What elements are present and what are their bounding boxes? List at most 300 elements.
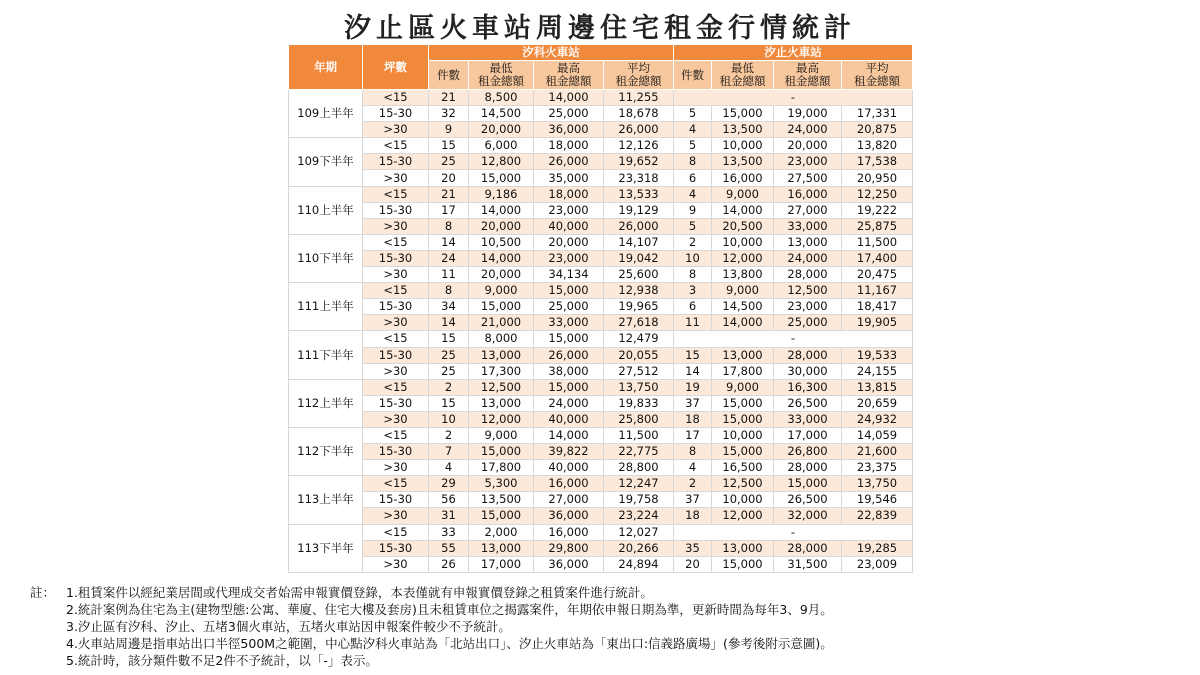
station-b-min-cell: 12,000: [712, 250, 774, 266]
station-b-count-cell: 37: [674, 395, 712, 411]
footnote-line: 2.統計案例為住宅為主(建物型態:公寓、華廈、住宅大樓及套房)且未租賃車位之揭露案件，年期依申報日期為準，更新時間為每年3、9月。: [66, 602, 833, 617]
station-a-max-cell: 18,000: [534, 186, 604, 202]
period-cell: 109上半年: [289, 90, 363, 138]
station-a-count-cell: 25: [429, 347, 469, 363]
station-a-avg-cell: 23,224: [604, 508, 674, 524]
station-a-max-cell: 33,000: [534, 315, 604, 331]
station-a-count-cell: 25: [429, 363, 469, 379]
station-a-min-cell: 9,000: [469, 283, 534, 299]
station-b-min-cell: 17,800: [712, 363, 774, 379]
table-row: [289, 492, 913, 508]
station-a-min-cell: 21,000: [469, 315, 534, 331]
station-a-avg-cell: 27,512: [604, 363, 674, 379]
station-b-max-cell: 17,000: [774, 427, 842, 443]
header-period: 年期: [289, 45, 363, 90]
station-b-min-cell: 15,000: [712, 444, 774, 460]
station-b-count-cell: 18: [674, 508, 712, 524]
station-a-min-cell: 14,500: [469, 106, 534, 122]
station-b-avg-cell: 14,059: [842, 427, 913, 443]
station-b-min-cell: 15,000: [712, 106, 774, 122]
station-b-max-cell: 23,000: [774, 154, 842, 170]
size-cell: <15: [363, 234, 429, 250]
station-a-max-cell: 29,800: [534, 540, 604, 556]
station-b-count-cell: 4: [674, 460, 712, 476]
station-b-count-cell: 8: [674, 154, 712, 170]
station-b-min-cell: 9,000: [712, 186, 774, 202]
table-row: [289, 508, 913, 524]
station-a-count-cell: 8: [429, 283, 469, 299]
size-cell: 15-30: [363, 154, 429, 170]
station-a-count-cell: 11: [429, 267, 469, 283]
station-b-min-cell: 10,000: [712, 492, 774, 508]
size-cell: 15-30: [363, 202, 429, 218]
table-row: [289, 90, 913, 106]
station-a-min-cell: 17,800: [469, 460, 534, 476]
station-b-max-cell: 25,000: [774, 315, 842, 331]
station-a-avg-cell: 14,107: [604, 234, 674, 250]
station-b-count-cell: 37: [674, 492, 712, 508]
station-a-count-cell: 25: [429, 154, 469, 170]
table-row: [289, 444, 913, 460]
station-b-avg-cell: 13,750: [842, 476, 913, 492]
station-b-max-cell: 27,000: [774, 202, 842, 218]
station-a-max-cell: 14,000: [534, 90, 604, 106]
station-b-count-cell: 4: [674, 122, 712, 138]
station-a-avg-cell: 26,000: [604, 218, 674, 234]
table-header: [289, 45, 913, 90]
size-cell: <15: [363, 427, 429, 443]
table-row: [289, 170, 913, 186]
station-a-min-cell: 8,000: [469, 331, 534, 347]
station-a-count-cell: 2: [429, 427, 469, 443]
station-b-avg-cell: 24,932: [842, 411, 913, 427]
size-cell: >30: [363, 170, 429, 186]
station-a-avg-cell: 13,750: [604, 379, 674, 395]
station-a-avg-cell: 12,027: [604, 524, 674, 540]
size-cell: 15-30: [363, 395, 429, 411]
station-a-min-cell: 14,000: [469, 202, 534, 218]
station-b-avg-cell: 12,250: [842, 186, 913, 202]
station-a-count-cell: 15: [429, 331, 469, 347]
period-cell: 112下半年: [289, 427, 363, 475]
station-a-min-cell: 17,000: [469, 556, 534, 572]
station-b-min-cell: 13,000: [712, 347, 774, 363]
size-cell: <15: [363, 186, 429, 202]
station-a-count-cell: 8: [429, 218, 469, 234]
table-row: [289, 186, 913, 202]
station-b-min-cell: 16,000: [712, 170, 774, 186]
station-a-max-cell: 24,000: [534, 395, 604, 411]
period-cell: 113上半年: [289, 476, 363, 524]
station-b-avg-cell: 18,417: [842, 299, 913, 315]
station-a-min-cell: 20,000: [469, 122, 534, 138]
table-row: [289, 363, 913, 379]
station-b-max-cell: 19,000: [774, 106, 842, 122]
station-b-count-cell: 11: [674, 315, 712, 331]
station-b-min-cell: 16,500: [712, 460, 774, 476]
station-b-avg-cell: 21,600: [842, 444, 913, 460]
station-b-max-cell: 30,000: [774, 363, 842, 379]
station-a-min-cell: 6,000: [469, 138, 534, 154]
size-cell: <15: [363, 379, 429, 395]
header-station-b: 汐止火車站: [674, 45, 913, 61]
station-a-avg-cell: 19,129: [604, 202, 674, 218]
station-b-avg-cell: 20,875: [842, 122, 913, 138]
station-a-min-cell: 15,000: [469, 508, 534, 524]
station-a-max-cell: 26,000: [534, 154, 604, 170]
station-b-min-cell: 10,000: [712, 427, 774, 443]
station-a-max-cell: 20,000: [534, 234, 604, 250]
page-title: 汐止區火車站周邊住宅租金行情統計: [344, 13, 856, 44]
station-b-max-cell: 24,000: [774, 250, 842, 266]
station-a-min-cell: 13,000: [469, 347, 534, 363]
header-b-count: 件數: [674, 61, 712, 90]
station-a-max-cell: 14,000: [534, 427, 604, 443]
station-a-count-cell: 26: [429, 556, 469, 572]
station-b-max-cell: 33,000: [774, 218, 842, 234]
station-a-count-cell: 14: [429, 315, 469, 331]
station-b-max-cell: 12,500: [774, 283, 842, 299]
station-b-max-cell: 26,800: [774, 444, 842, 460]
station-a-count-cell: 10: [429, 411, 469, 427]
station-b-count-cell: 3: [674, 283, 712, 299]
station-a-avg-cell: 19,758: [604, 492, 674, 508]
station-a-avg-cell: 11,500: [604, 427, 674, 443]
station-a-count-cell: 17: [429, 202, 469, 218]
station-a-min-cell: 14,000: [469, 250, 534, 266]
rent-table: [288, 44, 913, 573]
station-a-count-cell: 15: [429, 395, 469, 411]
station-b-avg-cell: 20,659: [842, 395, 913, 411]
table-row: [289, 138, 913, 154]
table-row: [289, 218, 913, 234]
station-a-min-cell: 13,500: [469, 492, 534, 508]
station-a-count-cell: 56: [429, 492, 469, 508]
station-b-max-cell: 26,500: [774, 492, 842, 508]
station-a-max-cell: 26,000: [534, 347, 604, 363]
station-b-avg-cell: 19,285: [842, 540, 913, 556]
station-b-avg-cell: 19,533: [842, 347, 913, 363]
header-b-avg: 平均 租金總額: [842, 61, 913, 90]
station-b-min-cell: 10,000: [712, 234, 774, 250]
station-a-avg-cell: 20,266: [604, 540, 674, 556]
station-b-avg-cell: 24,155: [842, 363, 913, 379]
table-row: [289, 556, 913, 572]
station-a-max-cell: 16,000: [534, 476, 604, 492]
station-a-min-cell: 10,500: [469, 234, 534, 250]
table-row: [289, 283, 913, 299]
size-cell: <15: [363, 138, 429, 154]
station-b-avg-cell: 11,500: [842, 234, 913, 250]
station-b-count-cell: 15: [674, 347, 712, 363]
footnote-line: 註： 1.租賃案件以經紀業居間或代理成交者始需申報實價登錄，本表僅就有申報實價登錄之租賃案件進行統計。: [30, 585, 653, 600]
station-a-min-cell: 13,000: [469, 540, 534, 556]
station-b-count-cell: 9: [674, 202, 712, 218]
header-size: 坪數: [363, 45, 429, 90]
station-a-max-cell: 39,822: [534, 444, 604, 460]
station-b-max-cell: 28,000: [774, 267, 842, 283]
station-b-avg-cell: 23,009: [842, 556, 913, 572]
period-cell: 111上半年: [289, 283, 363, 331]
station-b-max-cell: 13,000: [774, 234, 842, 250]
station-a-avg-cell: 19,042: [604, 250, 674, 266]
size-cell: 15-30: [363, 540, 429, 556]
table-row: [289, 315, 913, 331]
station-a-max-cell: 16,000: [534, 524, 604, 540]
station-b-max-cell: 24,000: [774, 122, 842, 138]
footnote-line: 3.汐止區有汐科、汐止、五堵3個火車站，五堵火車站因申報案件較少不予統計。: [66, 619, 511, 634]
station-a-count-cell: 33: [429, 524, 469, 540]
station-b-max-cell: 20,000: [774, 138, 842, 154]
station-b-count-cell: 5: [674, 138, 712, 154]
size-cell: <15: [363, 283, 429, 299]
table-row: [289, 299, 913, 315]
station-b-count-cell: 35: [674, 540, 712, 556]
footnote-line: 4.火車站周邊是指車站出口半徑500M之範圍，中心點汐科火車站為「北站出口」、汐止火車站為「東出口:信義路廣場」(參考後附示意圖)。: [66, 636, 833, 651]
table-body: [289, 90, 913, 573]
station-a-count-cell: 20: [429, 170, 469, 186]
station-b-count-cell: 8: [674, 444, 712, 460]
table-row: [289, 122, 913, 138]
station-a-count-cell: 21: [429, 186, 469, 202]
size-cell: >30: [363, 411, 429, 427]
station-a-min-cell: 8,500: [469, 90, 534, 106]
station-b-max-cell: 31,500: [774, 556, 842, 572]
station-b-min-cell: 13,000: [712, 540, 774, 556]
table-row: [289, 234, 913, 250]
station-a-avg-cell: 12,479: [604, 331, 674, 347]
station-a-max-cell: 23,000: [534, 202, 604, 218]
station-b-min-cell: 20,500: [712, 218, 774, 234]
period-cell: 109下半年: [289, 138, 363, 186]
station-a-count-cell: 55: [429, 540, 469, 556]
table-row: [289, 427, 913, 443]
station-a-count-cell: 14: [429, 234, 469, 250]
station-b-count-cell: 17: [674, 427, 712, 443]
station-a-max-cell: 25,000: [534, 106, 604, 122]
size-cell: >30: [363, 556, 429, 572]
table-row: [289, 540, 913, 556]
station-a-avg-cell: 28,800: [604, 460, 674, 476]
station-b-avg-cell: 23,375: [842, 460, 913, 476]
station-b-min-cell: 13,500: [712, 122, 774, 138]
size-cell: >30: [363, 508, 429, 524]
station-a-avg-cell: 19,652: [604, 154, 674, 170]
table-row: [289, 379, 913, 395]
station-a-min-cell: 15,000: [469, 444, 534, 460]
station-b-min-cell: 14,500: [712, 299, 774, 315]
station-b-count-cell: 19: [674, 379, 712, 395]
station-a-avg-cell: 11,255: [604, 90, 674, 106]
station-a-min-cell: 15,000: [469, 299, 534, 315]
station-a-count-cell: 15: [429, 138, 469, 154]
station-a-max-cell: 36,000: [534, 508, 604, 524]
station-a-max-cell: 36,000: [534, 122, 604, 138]
footnotes: [30, 584, 1180, 669]
station-a-count-cell: 21: [429, 90, 469, 106]
station-a-count-cell: 9: [429, 122, 469, 138]
table-row: [289, 347, 913, 363]
station-a-min-cell: 9,186: [469, 186, 534, 202]
station-b-count-cell: 4: [674, 186, 712, 202]
station-a-avg-cell: 18,678: [604, 106, 674, 122]
station-b-count-cell: 2: [674, 234, 712, 250]
station-a-min-cell: 12,000: [469, 411, 534, 427]
station-a-max-cell: 15,000: [534, 379, 604, 395]
station-a-avg-cell: 23,318: [604, 170, 674, 186]
size-cell: >30: [363, 267, 429, 283]
station-b-count-cell: 6: [674, 170, 712, 186]
table-row: [289, 331, 913, 347]
station-b-avg-cell: 20,475: [842, 267, 913, 283]
station-a-max-cell: 40,000: [534, 218, 604, 234]
station-b-max-cell: 32,000: [774, 508, 842, 524]
table-row: [289, 154, 913, 170]
table-row: [289, 106, 913, 122]
station-b-min-cell: 15,000: [712, 556, 774, 572]
table-row: [289, 460, 913, 476]
station-a-max-cell: 38,000: [534, 363, 604, 379]
station-a-min-cell: 2,000: [469, 524, 534, 540]
station-a-max-cell: 34,134: [534, 267, 604, 283]
period-cell: 110上半年: [289, 186, 363, 234]
station-b-avg-cell: 13,820: [842, 138, 913, 154]
table-row: [289, 395, 913, 411]
station-b-avg-cell: 20,950: [842, 170, 913, 186]
station-b-min-cell: 9,000: [712, 379, 774, 395]
station-b-avg-cell: 19,546: [842, 492, 913, 508]
station-b-count-cell: 18: [674, 411, 712, 427]
station-b-max-cell: 15,000: [774, 476, 842, 492]
size-cell: 15-30: [363, 444, 429, 460]
station-a-min-cell: 20,000: [469, 218, 534, 234]
size-cell: >30: [363, 315, 429, 331]
station-a-count-cell: 24: [429, 250, 469, 266]
size-cell: <15: [363, 90, 429, 106]
station-b-count-cell: 5: [674, 218, 712, 234]
table-row: [289, 524, 913, 540]
station-a-avg-cell: 12,247: [604, 476, 674, 492]
station-a-count-cell: 29: [429, 476, 469, 492]
station-a-min-cell: 13,000: [469, 395, 534, 411]
size-cell: >30: [363, 218, 429, 234]
station-b-max-cell: 28,000: [774, 540, 842, 556]
station-b-avg-cell: 22,839: [842, 508, 913, 524]
header-station-a: 汐科火車站: [429, 45, 674, 61]
station-a-min-cell: 17,300: [469, 363, 534, 379]
station-b-max-cell: 27,500: [774, 170, 842, 186]
station-b-count-cell: 10: [674, 250, 712, 266]
station-b-min-cell: 15,000: [712, 395, 774, 411]
station-a-avg-cell: 12,938: [604, 283, 674, 299]
station-b-no-data: -: [674, 90, 913, 106]
station-b-avg-cell: 19,905: [842, 315, 913, 331]
station-b-avg-cell: 25,875: [842, 218, 913, 234]
station-a-count-cell: 7: [429, 444, 469, 460]
station-a-max-cell: 18,000: [534, 138, 604, 154]
station-a-min-cell: 15,000: [469, 170, 534, 186]
station-b-max-cell: 23,000: [774, 299, 842, 315]
table-row: [289, 411, 913, 427]
footnote-prefix: 註：: [30, 585, 56, 600]
station-b-count-cell: 5: [674, 106, 712, 122]
station-a-avg-cell: 19,833: [604, 395, 674, 411]
station-a-avg-cell: 12,126: [604, 138, 674, 154]
station-b-min-cell: 15,000: [712, 411, 774, 427]
header-a-avg: 平均 租金總額: [604, 61, 674, 90]
station-b-avg-cell: 17,400: [842, 250, 913, 266]
station-a-count-cell: 32: [429, 106, 469, 122]
station-a-min-cell: 12,500: [469, 379, 534, 395]
station-b-min-cell: 10,000: [712, 138, 774, 154]
period-cell: 113下半年: [289, 524, 363, 572]
station-b-min-cell: 12,000: [712, 508, 774, 524]
station-b-max-cell: 16,000: [774, 186, 842, 202]
station-a-max-cell: 36,000: [534, 556, 604, 572]
station-a-count-cell: 34: [429, 299, 469, 315]
station-b-count-cell: 14: [674, 363, 712, 379]
station-b-max-cell: 16,300: [774, 379, 842, 395]
size-cell: <15: [363, 524, 429, 540]
station-a-count-cell: 2: [429, 379, 469, 395]
station-a-avg-cell: 25,800: [604, 411, 674, 427]
station-b-avg-cell: 17,331: [842, 106, 913, 122]
station-a-min-cell: 20,000: [469, 267, 534, 283]
size-cell: >30: [363, 460, 429, 476]
station-a-max-cell: 15,000: [534, 283, 604, 299]
station-b-avg-cell: 11,167: [842, 283, 913, 299]
table-row: [289, 250, 913, 266]
size-cell: >30: [363, 122, 429, 138]
station-b-max-cell: 33,000: [774, 411, 842, 427]
station-a-min-cell: 9,000: [469, 427, 534, 443]
station-a-min-cell: 5,300: [469, 476, 534, 492]
station-a-avg-cell: 25,600: [604, 267, 674, 283]
size-cell: <15: [363, 476, 429, 492]
station-a-avg-cell: 20,055: [604, 347, 674, 363]
period-cell: 110下半年: [289, 234, 363, 282]
station-b-avg-cell: 17,538: [842, 154, 913, 170]
size-cell: 15-30: [363, 299, 429, 315]
station-b-max-cell: 28,000: [774, 347, 842, 363]
size-cell: 15-30: [363, 492, 429, 508]
size-cell: 15-30: [363, 347, 429, 363]
size-cell: >30: [363, 363, 429, 379]
period-cell: 112上半年: [289, 379, 363, 427]
station-b-count-cell: 6: [674, 299, 712, 315]
header-a-min: 最低 租金總額: [469, 61, 534, 90]
size-cell: 15-30: [363, 106, 429, 122]
station-b-count-cell: 20: [674, 556, 712, 572]
station-a-count-cell: 4: [429, 460, 469, 476]
station-a-max-cell: 25,000: [534, 299, 604, 315]
footnote-line: 5.統計時，該分類件數不足2件不予統計，以「-」表示。: [66, 653, 378, 668]
station-a-avg-cell: 19,965: [604, 299, 674, 315]
station-b-no-data: -: [674, 524, 913, 540]
station-a-max-cell: 23,000: [534, 250, 604, 266]
station-a-max-cell: 40,000: [534, 460, 604, 476]
period-cell: 111下半年: [289, 331, 363, 379]
header-a-max: 最高 租金總額: [534, 61, 604, 90]
station-a-avg-cell: 13,533: [604, 186, 674, 202]
station-b-min-cell: 14,000: [712, 202, 774, 218]
station-b-max-cell: 26,500: [774, 395, 842, 411]
station-a-avg-cell: 27,618: [604, 315, 674, 331]
station-b-no-data: -: [674, 331, 913, 347]
station-a-min-cell: 12,800: [469, 154, 534, 170]
station-b-max-cell: 28,000: [774, 460, 842, 476]
station-b-min-cell: 12,500: [712, 476, 774, 492]
